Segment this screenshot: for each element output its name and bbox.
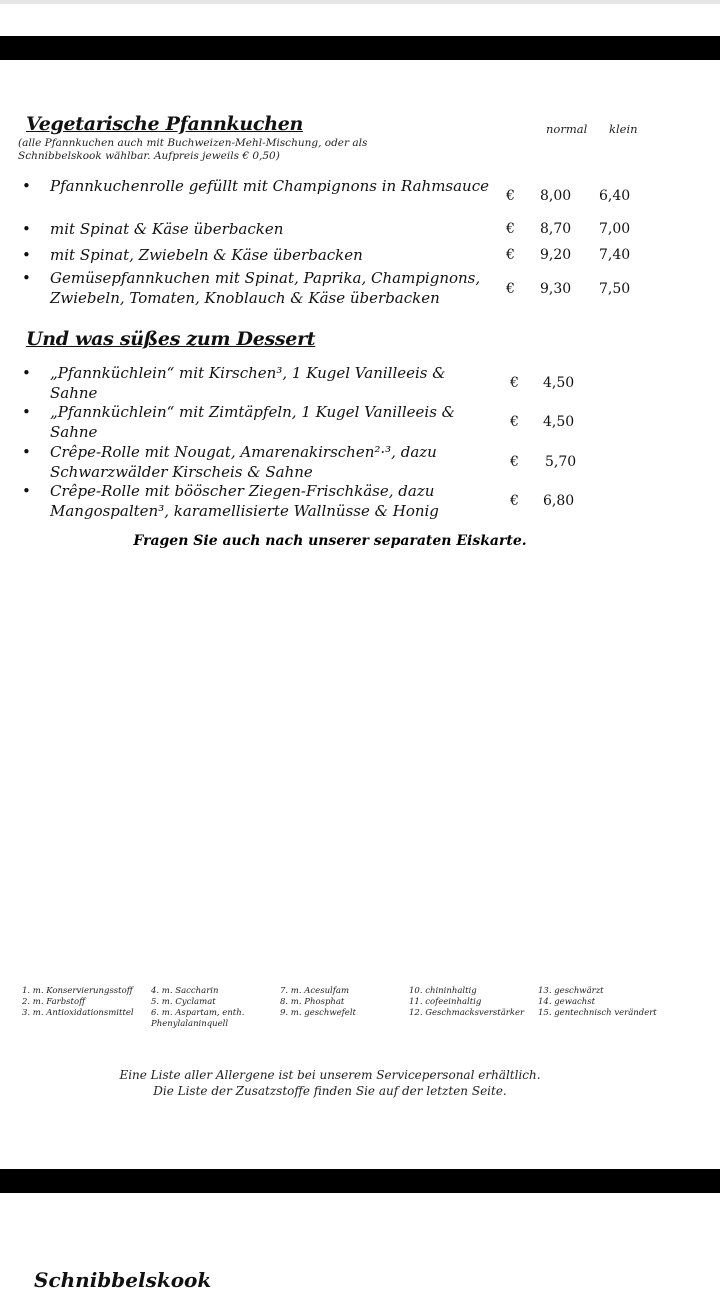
menu-item-name: „Pfannküchlein“ mit Zimtäpfeln, 1 Kugel Vanilleeis & Sahne [50, 403, 456, 441]
currency-symbol: € [506, 188, 515, 204]
price: 4,50 [543, 375, 575, 391]
price: 5,70 [545, 454, 577, 470]
additive-entry: 12. Geschmacksverstärker [409, 1008, 525, 1018]
additives-column [409, 986, 524, 1019]
currency-symbol: € [510, 414, 519, 430]
additives-column [22, 986, 134, 1019]
currency-symbol: € [506, 281, 515, 297]
additive-entry: 15. gentechnisch verändert [538, 1008, 657, 1018]
price-klein: 6,40 [599, 188, 631, 204]
additives-column [151, 986, 261, 1030]
currency-symbol: € [510, 454, 519, 470]
price-klein: 7,50 [599, 281, 631, 297]
price-normal: 9,20 [540, 247, 572, 263]
additive-entry: 11. cofeeinhaltig [409, 997, 482, 1007]
page-top-edge [0, 0, 720, 4]
price-klein: 7,40 [599, 247, 631, 263]
page-separator-bottom [0, 1169, 720, 1193]
section-title-vegetarian: Vegetarische Pfannkuchen [26, 113, 304, 135]
page-separator-top [0, 36, 720, 60]
bullet: • [22, 246, 31, 264]
menu-item-name: Crêpe-Rolle mit bööscher Ziegen-Frischkäse, dazu Mangospalten³, karamellisierte Wallnüsse & Honig [50, 482, 439, 520]
price-normal: 9,30 [540, 281, 572, 297]
menu-item-name: „Pfannküchlein“ mit Kirschen³, 1 Kugel Vanilleeis & Sahne [50, 364, 446, 402]
menu-item-name: Gemüsepfannkuchen mit Spinat, Paprika, Champignons, Zwiebeln, Tomaten, Knoblauch & Käse überbacken [50, 269, 481, 307]
additive-entry: 10. chininhaltig [409, 986, 477, 996]
menu-item-name: Crêpe-Rolle mit Nougat, Amarenakirschen²·³, dazu Schwarzwälder Kirscheis & Sahne [50, 443, 437, 481]
additive-entry: 2. m. Farbstoff [22, 997, 86, 1007]
bullet: • [22, 364, 31, 382]
currency-symbol: € [510, 493, 519, 509]
bullet: • [22, 269, 31, 287]
menu-item-name: mit Spinat, Zwiebeln & Käse überbacken [50, 246, 363, 264]
additive-entry: 8. m. Phosphat [280, 997, 345, 1007]
column-header-klein: klein [609, 122, 638, 136]
price: 6,80 [543, 493, 575, 509]
bullet: • [22, 403, 31, 421]
section-title-dessert: Und was süßes zum Dessert [26, 328, 316, 350]
additives-column [538, 986, 657, 1019]
additive-entry: 7. m. Acesulfam [280, 986, 350, 996]
additives-note: Die Liste der Zusatzstoffe finden Sie auf der letzten Seite. [153, 1084, 507, 1098]
menu-item-name: mit Spinat & Käse überbacken [50, 220, 284, 238]
ice-cream-menu-note: Fragen Sie auch nach unserer separaten Eiskarte. [133, 533, 527, 549]
additive-entry: 4. m. Saccharin [151, 986, 219, 996]
price-normal: 8,70 [540, 221, 572, 237]
column-header-normal: normal [546, 122, 588, 136]
next-page-heading: Schnibbelskook [34, 1268, 212, 1292]
additive-entry: 3. m. Antioxidationsmittel [22, 1008, 134, 1018]
bullet: • [22, 177, 31, 195]
additive-entry: 1. m. Konservierungsstoff [22, 986, 133, 996]
additive-entry: 13. geschwärzt [538, 986, 604, 996]
currency-symbol: € [506, 247, 515, 263]
additive-entry: 6. m. Aspartam, enth. Phenylalaninquell [151, 1008, 245, 1029]
price-klein: 7,00 [599, 221, 631, 237]
currency-symbol: € [510, 375, 519, 391]
additives-column [280, 986, 356, 1019]
menu-item-name: Pfannkuchenrolle gefüllt mit Champignons in Rahmsauce [50, 177, 489, 195]
price: 4,50 [543, 414, 575, 430]
additive-entry: 9. m. geschwefelt [280, 1008, 356, 1018]
bullet: • [22, 482, 31, 500]
bullet: • [22, 220, 31, 238]
price-normal: 8,00 [540, 188, 572, 204]
bullet: • [22, 443, 31, 461]
additive-entry: 14. gewachst [538, 997, 596, 1007]
additive-entry: 5. m. Cyclamat [151, 997, 216, 1007]
section-note: (alle Pfannkuchen auch mit Buchweizen-Mehl-Mischung, oder als Schnibbelskook wählbar. Aufpreis jeweils € 0,50) [18, 137, 368, 162]
currency-symbol: € [506, 221, 515, 237]
allergen-note: Eine Liste aller Allergene ist bei unserem Servicepersonal erhältlich. [119, 1068, 541, 1082]
